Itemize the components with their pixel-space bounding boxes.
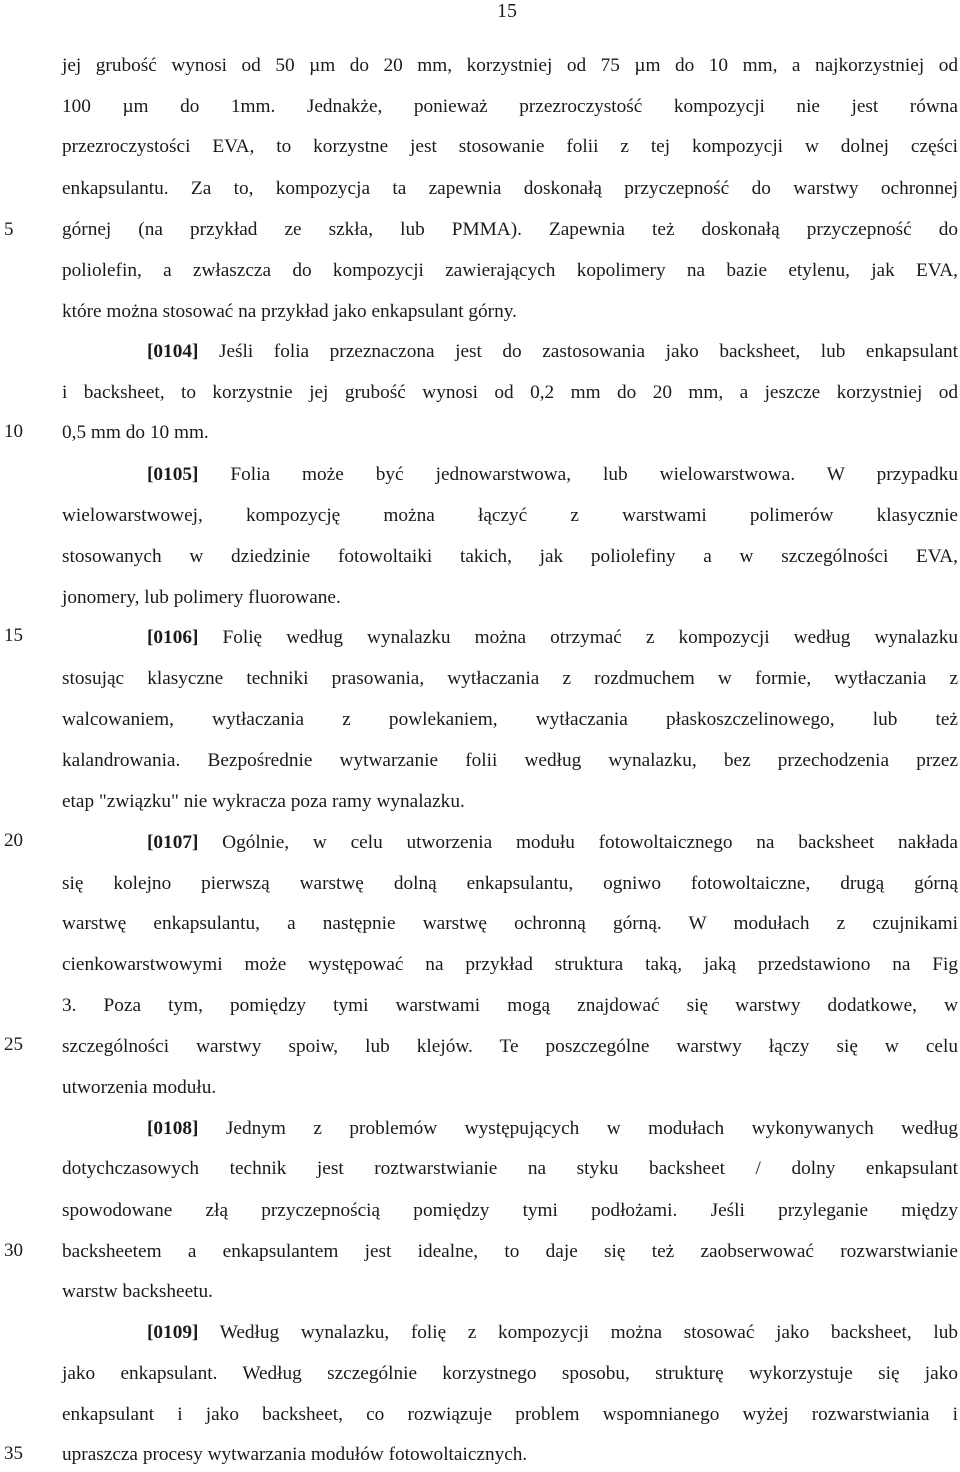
paragraph-number: [0108] xyxy=(147,1118,199,1139)
text-line: jej grubość wynosi od 50 µm do 20 mm, korzystniej od 75 µm do 10 mm, a najkorzystniej od xyxy=(62,55,958,76)
text-line: 0,5 mm do 10 mm. xyxy=(62,422,209,443)
text-line: utworzenia modułu. xyxy=(62,1077,217,1098)
paragraph-number: [0109] xyxy=(147,1322,199,1343)
paragraph-number: [0106] xyxy=(147,627,199,648)
line-number-5: 5 xyxy=(4,219,14,240)
text-line: dotychczasowych technik jest roztwarstwianie na styku backsheet / dolny enkapsulant xyxy=(62,1158,958,1179)
text-line: upraszcza procesy wytwarzania modułów fotowoltaicznych. xyxy=(62,1444,528,1465)
text-line: walcowaniem, wytłaczania z powlekaniem, wytłaczania płaskoszczelinowego, lub też xyxy=(62,709,958,730)
text-line: warstw backsheetu. xyxy=(62,1281,213,1302)
text-line: jonomery, lub polimery fluorowane. xyxy=(62,587,341,608)
text-line: 100 µm do 1mm. Jednakże, ponieważ przezroczystość kompozycji nie jest równa xyxy=(62,96,958,117)
text-line: enkapsulant i jako backsheet, co rozwiązuje problem wspomnianego wyżej rozwarstwiania i xyxy=(62,1404,958,1425)
line-number-10: 10 xyxy=(4,421,23,442)
text-line: i backsheet, to korzystnie jej grubość wynosi od 0,2 mm do 20 mm, a jeszcze korzystniej od xyxy=(62,382,958,403)
text-line: które można stosować na przykład jako enkapsulant górny. xyxy=(62,301,517,322)
paragraph-start: [0109] Według wynalazku, folię z kompozycji można stosować jako backsheet, lub xyxy=(147,1322,958,1343)
text-line: górnej (na przykład ze szkła, lub PMMA). Zapewnia też doskonałą przyczepność do xyxy=(62,219,958,240)
paragraph-number: [0105] xyxy=(147,464,199,485)
text-line: stosowanych w dziedzinie fotowoltaiki takich, jak poliolefiny a w szczególności EVA, xyxy=(62,546,958,567)
text-line: kalandrowania. Bezpośrednie wytwarzanie folii według wynalazku, bez przechodzenia przez xyxy=(62,750,958,771)
text-line: stosując klasyczne techniki prasowania, wytłaczania z rozdmuchem w formie, wytłaczania z xyxy=(62,668,958,689)
line-number-20: 20 xyxy=(4,830,23,851)
line-number-35: 35 xyxy=(4,1443,23,1464)
text-line: wielowarstwowej, kompozycję można łączyć z warstwami polimerów klasycznie xyxy=(62,505,958,526)
text-line: 3. Poza tym, pomiędzy tymi warstwami mogą znajdować się warstwy dodatkowe, w xyxy=(62,995,958,1016)
text-line: szczególności warstwy spoiw, lub klejów. Te poszczególne warstwy łączy się w celu xyxy=(62,1036,958,1057)
text-line: backsheetem a enkapsulantem jest idealne, to daje się też zaobserwować rozwarstwianie xyxy=(62,1241,958,1262)
paragraph-number: [0107] xyxy=(147,832,199,853)
paragraph-start: [0106] Folię według wynalazku można otrzymać z kompozycji według wynalazku xyxy=(147,627,958,648)
text-line: enkapsulantu. Za to, kompozycja ta zapewnia doskonałą przyczepność do warstwy ochronnej xyxy=(62,178,958,199)
paragraph-start: [0107] Ogólnie, w celu utworzenia modułu fotowoltaicznego na backsheet nakłada xyxy=(147,832,958,853)
line-number-25: 25 xyxy=(4,1034,23,1055)
page-number: 15 xyxy=(497,0,517,22)
paragraph-number: [0104] xyxy=(147,341,199,362)
line-number-15: 15 xyxy=(4,625,23,646)
text-line: jako enkapsulant. Według szczególnie korzystnego sposobu, strukturę wykorzystuje się jako xyxy=(62,1363,958,1384)
line-number-30: 30 xyxy=(4,1240,23,1261)
paragraph-start: [0105] Folia może być jednowarstwowa, lub wielowarstwowa. W przypadku xyxy=(147,464,958,485)
text-line: poliolefin, a zwłaszcza do kompozycji zawierających kopolimery na bazie etylenu, jak EVA, xyxy=(62,260,958,281)
text-line: warstwę enkapsulantu, a następnie warstwę ochronną górną. W modułach z czujnikami xyxy=(62,913,958,934)
text-line: etap "związku" nie wykracza poza ramy wynalazku. xyxy=(62,791,465,812)
paragraph-start: [0104] Jeśli folia przeznaczona jest do zastosowania jako backsheet, lub enkapsulant xyxy=(147,341,958,362)
text-line: cienkowarstwowymi może występować na przykład struktura taką, jaką przedstawiono na Fig xyxy=(62,954,958,975)
text-line: przezroczystości EVA, to korzystne jest stosowanie folii z tej kompozycji w dolnej części xyxy=(62,136,958,157)
text-line: się kolejno pierwszą warstwę dolną enkapsulantu, ogniwo fotowoltaiczne, drugą górną xyxy=(62,873,958,894)
text-line: spowodowane złą przyczepnością pomiędzy tymi podłożami. Jeśli przyleganie między xyxy=(62,1200,958,1221)
paragraph-start: [0108] Jednym z problemów występujących w modułach wykonywanych według xyxy=(147,1118,958,1139)
